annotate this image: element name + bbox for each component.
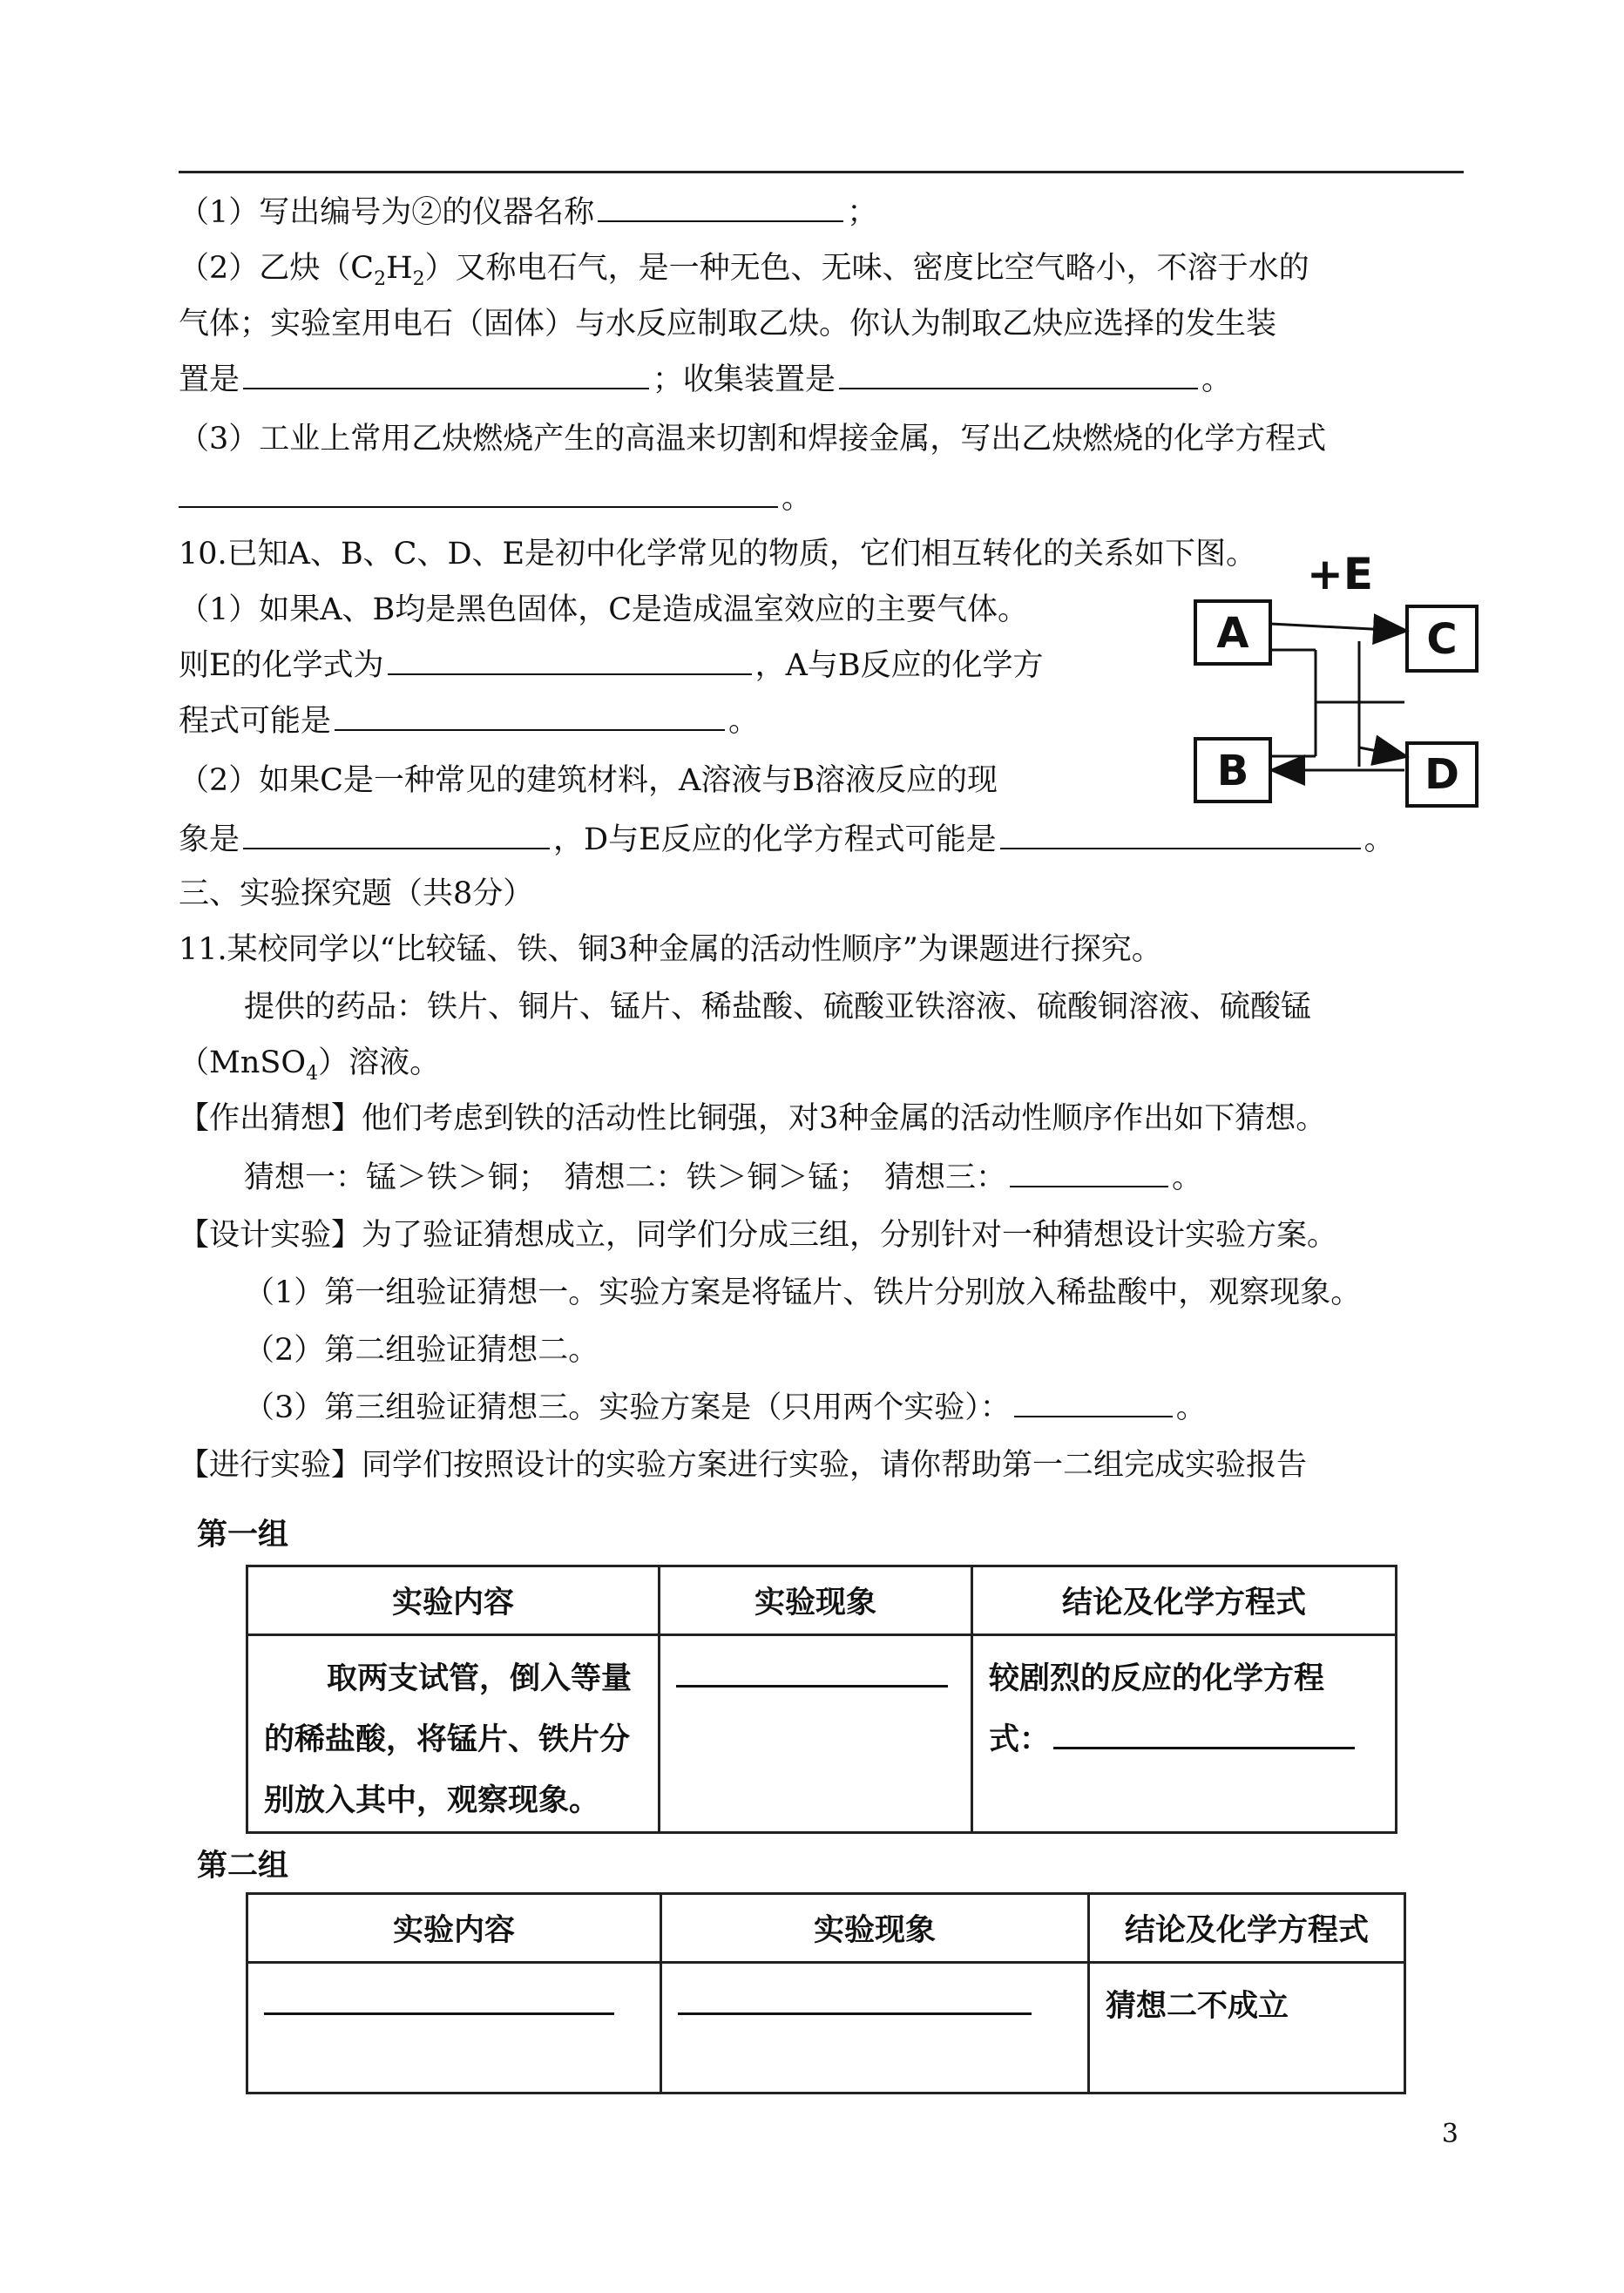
group2-label: 第二组 xyxy=(197,1849,289,1884)
group2-header-conclusion: 结论及化学方程式 xyxy=(1089,1894,1405,1963)
answer-blank[interactable] xyxy=(264,2012,614,2015)
q9-part2-line2: 气体；实验室用电石（固体）与水反应制取乙炔。你认为制取乙炔应选择的发生装 xyxy=(179,307,1277,342)
plus-e-label: +E xyxy=(1307,549,1374,599)
group2-conclusion: 猜想二不成立 xyxy=(1089,1963,1405,2093)
group1-header-conclusion: 结论及化学方程式 xyxy=(972,1566,1397,1635)
design-3: （3）第三组验证猜想三。实验方案是（只用两个实验）： 。 xyxy=(244,1390,1207,1425)
answer-blank[interactable] xyxy=(1053,1721,1355,1749)
design-heading: 【设计实验】为了验证猜想成立，同学们分成三组，分别针对一种猜想设计实验方案。 xyxy=(179,1218,1338,1253)
answer-blank[interactable] xyxy=(335,703,725,731)
group1-phenomenon-cell xyxy=(660,1635,972,1833)
group1-header-content: 实验内容 xyxy=(247,1566,660,1635)
design-1: （1）第一组验证猜想一。实验方案是将锰片、铁片分别放入稀盐酸中，观察现象。 xyxy=(244,1275,1362,1310)
answer-blank[interactable] xyxy=(179,480,778,508)
group1-conclusion-line1: 较剧烈的反应的化学方程 xyxy=(989,1661,1325,1696)
group2-content-cell xyxy=(247,1963,661,2093)
design-2: （2）第二组验证猜想二。 xyxy=(244,1333,599,1368)
q9-part1: （1）写出编号为②的仪器名称 ； xyxy=(179,195,878,230)
q10-part1-line3: 程式可能是 。 xyxy=(179,704,760,739)
group2-phenomenon-cell xyxy=(661,1963,1089,2093)
arrow-a-to-c xyxy=(1270,624,1404,631)
answer-blank[interactable] xyxy=(1000,822,1361,849)
group2-table xyxy=(246,1892,1406,2094)
node-d-label: D xyxy=(1424,750,1459,799)
answer-blank[interactable] xyxy=(243,822,550,849)
answer-blank[interactable] xyxy=(1014,1390,1173,1417)
guess-heading: 【作出猜想】他们考虑到铁的活动性比铜强，对3种金属的活动性顺序作出如下猜想。 xyxy=(179,1101,1327,1136)
group1-conclusion-cell xyxy=(972,1635,1397,1833)
reaction-diagram xyxy=(1185,547,1481,808)
group1-content: 取两支试管，倒入等量的稀盐酸，将锰片、铁片分别放入其中，观察现象。 xyxy=(247,1635,660,1833)
q10-stem: 10.已知A、B、C、D、E是初中化学常见的物质，它们相互转化的关系如下图。 xyxy=(179,537,1257,572)
q10-part1-line1: （1）如果A、B均是黑色固体，C是造成温室效应的主要气体。 xyxy=(179,592,1029,627)
guesses: 猜想一：锰＞铁＞铜； 猜想二：铁＞铜＞锰； 猜想三： 。 xyxy=(244,1160,1203,1195)
group2-header-phenomenon: 实验现象 xyxy=(661,1894,1089,1963)
q10-part2-line2: 象是 ，D与E反应的化学方程式可能是 。 xyxy=(179,822,1395,857)
q9-part3-line2: 。 xyxy=(179,479,812,517)
answer-blank[interactable] xyxy=(243,362,649,389)
group1-table xyxy=(246,1565,1397,1834)
q10-part1-line2: 则E的化学式为 ，A与B反应的化学方 xyxy=(179,648,1044,683)
q10-part2-line1: （2）如果C是一种常见的建筑材料，A溶液与B溶液反应的现 xyxy=(179,763,998,798)
answer-blank[interactable] xyxy=(678,2012,1032,2015)
header-rule xyxy=(179,171,1464,173)
page-number: 3 xyxy=(1441,2119,1458,2149)
q11-drugs-cont: （MnSO$_4$）溶液。 xyxy=(179,1045,441,1085)
node-b-label: B xyxy=(1216,747,1249,795)
group1-conclusion-line2: 式： xyxy=(989,1709,1383,1770)
answer-blank[interactable] xyxy=(839,362,1198,389)
do-heading: 【进行实验】同学们按照设计的实验方案进行实验，请你帮助第一二组完成实验报告 xyxy=(179,1448,1308,1483)
q9-part2-line3: 置是 ；收集装置是 。 xyxy=(179,362,1233,397)
section-3-title: 三、实验探究题（共8分） xyxy=(179,876,534,911)
node-c-label: C xyxy=(1426,615,1458,664)
q11-drugs: 提供的药品：铁片、铜片、锰片、稀盐酸、硫酸亚铁溶液、硫酸铜溶液、硫酸锰 xyxy=(244,990,1312,1025)
answer-blank[interactable] xyxy=(598,194,843,222)
q9-part3-line1: （3）工业上常用乙炔燃烧产生的高温来切割和焊接金属，写出乙炔燃烧的化学方程式 xyxy=(179,422,1327,457)
q9-part2-line1: （2）乙炔$(C_2H_2)$又称电石气，是一种无色、无味、密度比空气略小，不溶于水的 xyxy=(179,251,1309,290)
group1-label: 第一组 xyxy=(197,1518,289,1552)
node-a-label: A xyxy=(1216,609,1249,658)
group1-header-phenomenon: 实验现象 xyxy=(660,1566,972,1635)
answer-blank[interactable] xyxy=(1010,1160,1168,1187)
q11-stem: 11.某校同学以“比较锰、铁、铜3种金属的活动性顺序”为课题进行探究。 xyxy=(179,932,1162,967)
group2-header-content: 实验内容 xyxy=(247,1894,661,1963)
answer-blank[interactable] xyxy=(388,647,752,675)
answer-blank[interactable] xyxy=(676,1685,948,1688)
